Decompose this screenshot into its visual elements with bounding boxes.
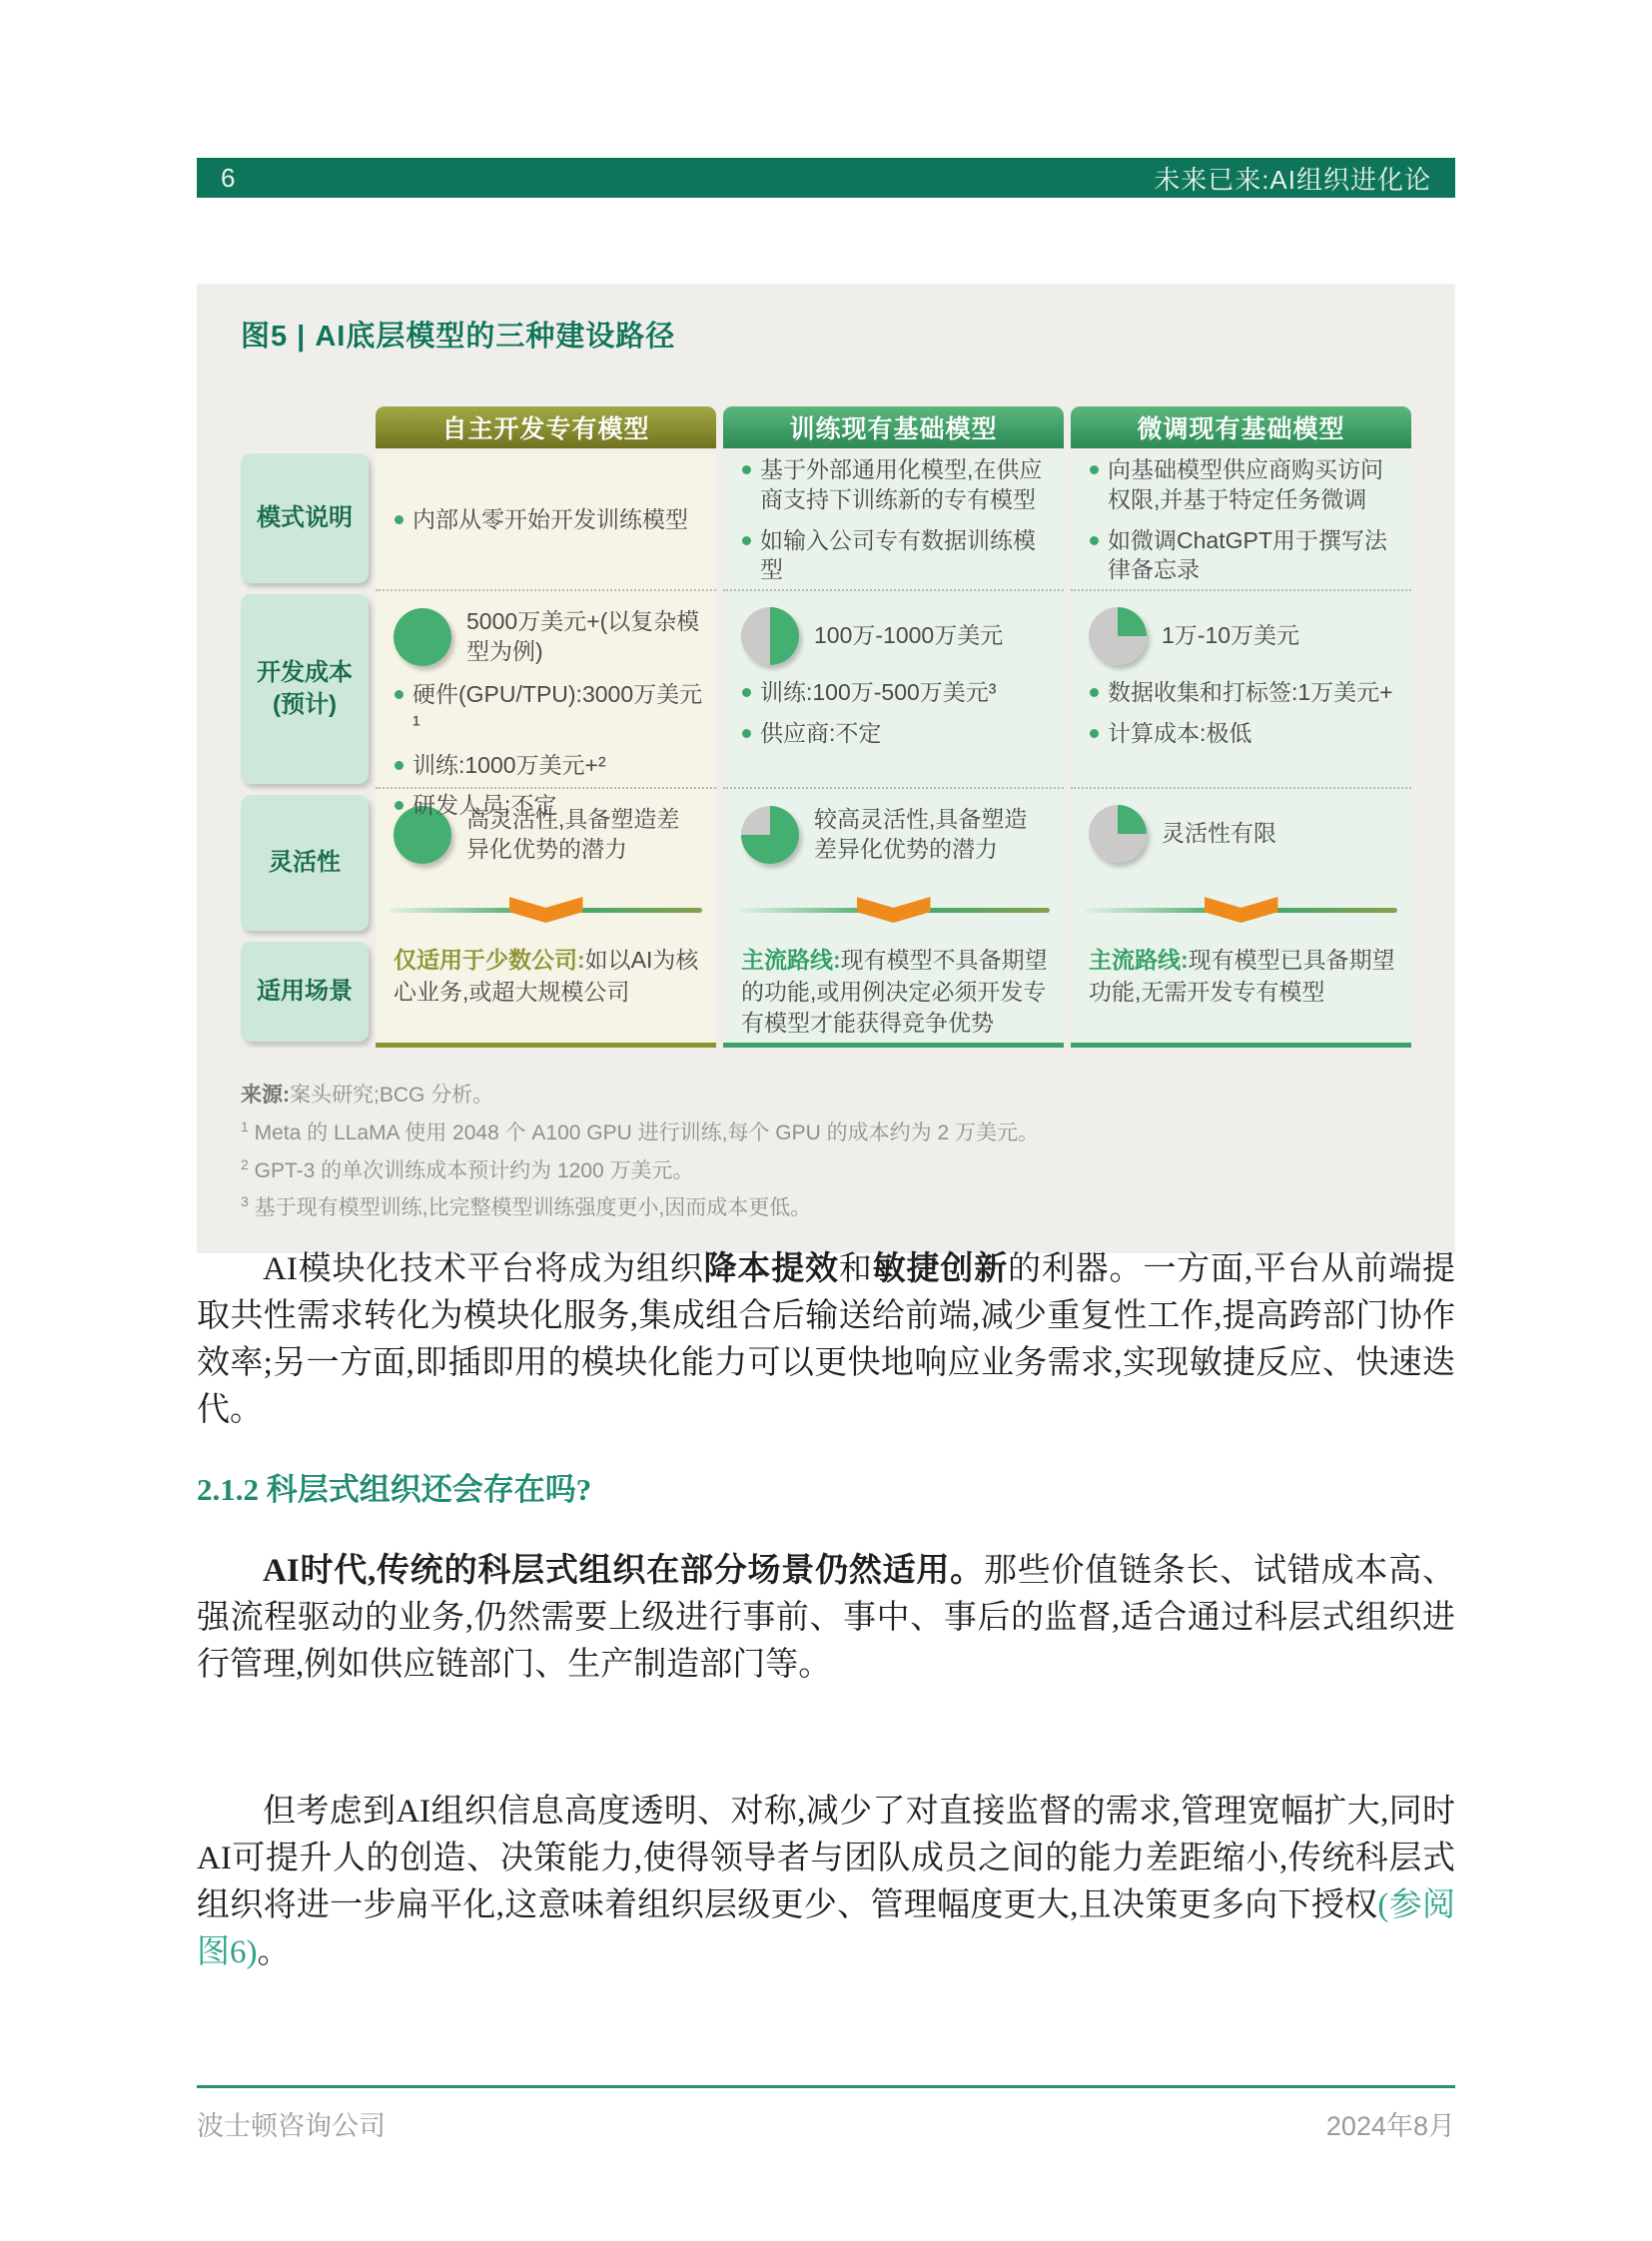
footnote-text: Meta 的 LLaMA 使用 2048 个 A100 GPU 进行训练,每个 GPU 的成本约为 2 万美元。 [248,1120,1039,1144]
flexibility-section [723,787,1064,933]
bullet-item: 训练:100万-500万美元³ [741,678,1052,708]
bullet-item: 向基础模型供应商购买访问权限,并基于特定任务微调 [1089,455,1399,515]
page-footer [197,2085,1455,2143]
chevron-down-icon [1205,897,1278,923]
figure-source-note [241,1078,1411,1115]
cost-pie-chart [1089,607,1147,665]
figure6-reference-link[interactable]: (参阅图6) [197,1887,1456,1970]
scenario-lead: 仅适用于少数公司: [394,947,585,973]
bullet-item: 如输入公司专有数据训练模型 [741,526,1052,586]
comparison-table [241,406,1411,1048]
footnote-marker: 1 [241,1118,249,1134]
cost-section [723,589,1064,787]
row-label-scenario [241,942,369,1042]
bullet-item: 基于外部通用化模型,在供应商支持下训练新的专有模型 [741,455,1052,515]
paragraph-text: 但考虑到AI组织信息高度透明、对称,减少了对直接监督的需求,管理宽幅扩大,同时AI可提升人的创造、决策能力,使得领导者与团队成员之间的能力差距缩小,传统科层式组织将进一步扁平化,这意味着组织层级更少、管理幅度更大,且决策更多向下授权 [197,1794,1455,1923]
body-text [197,1246,1455,1976]
mode-section [376,453,716,589]
cost-headline: 5000万美元+(以复杂模型为例) [466,608,700,664]
bold-phrase: 降本提效 [703,1251,839,1287]
bullet-item: 计算成本:极低 [1089,719,1399,749]
source-label: 来源: [241,1084,290,1107]
footnote-marker: 3 [241,1193,249,1210]
flexibility-text: 灵活性有限 [1162,820,1276,847]
figure-notes [241,1078,1411,1227]
paragraph-text: 的利器。一方面,平台从前端提取共性需求转化为模块化服务,集成组合后输送给前端,减少重复性工作,提高跨部门协作效率;另一方面,即插即用的模块化能力可以更快地响应业务需求,实现敏捷反应、快速迭代。 [197,1251,1456,1428]
bullet-item: 如微调ChatGPT用于撰写法律备忘录 [1089,526,1399,586]
flexibility-pie-chart [1089,805,1147,863]
cost-pie-chart [394,608,451,666]
column-body [1071,453,1411,1048]
cost-headline: 1万-10万美元 [1162,622,1300,649]
scenario-text: 现有模型已具备期望功能,无需开发专有模型 [1089,947,1395,1005]
footnote-text: 基于现有模型训练,比完整模型训练强度更小,因而成本更低。 [248,1196,812,1220]
page-header-bar [197,158,1455,198]
row-label-cost [241,594,369,784]
footnote-marker: 2 [241,1155,249,1172]
paragraph-1 [197,1246,1455,1434]
scenario-lead: 主流路线: [1089,947,1189,973]
document-title: 未来已来:AI组织进化论 [1154,164,1431,195]
scenario-section [376,933,716,1043]
footnote-3 [241,1189,1411,1227]
section-divider [390,897,702,923]
footnote-1 [241,1115,1411,1152]
bullet-item: 数据收集和打标签:1万美元+ [1089,678,1399,708]
paragraph-2 [197,1548,1455,1689]
section-heading-2-1-2: 2.1.2 科层式组织还会存在吗? [197,1472,592,1507]
source-text: 案头研究;BCG 分析。 [290,1084,494,1107]
bullet-item: 内部从零开始开发训练模型 [394,505,688,535]
cost-section [376,589,716,819]
publication-date: 2024年8月 [1325,2111,1455,2141]
flexibility-section [1071,787,1411,933]
mode-section [1071,453,1411,589]
figure-panel [197,284,1455,1253]
flexibility-pie-chart [741,806,799,864]
paragraph-3 [197,1789,1455,1976]
column-self-develop [376,406,716,1048]
footnote-2 [241,1152,1411,1190]
section-divider [1085,897,1397,923]
row-label-mode-text: 模式说明 [257,503,353,531]
bullet-item: 训练:1000万美元+² [394,751,704,781]
scenario-lead: 主流路线: [741,947,841,973]
column-body [723,453,1064,1048]
scenario-section [1071,933,1411,1043]
paragraph-text: 。 [257,1934,291,1970]
figure-title: 图5 | AI底层模型的三种建设路径 [241,321,676,353]
bullet-item: 供应商:不定 [741,719,1052,749]
flexibility-text: 较高灵活性,具备塑造差异化优势的潜力 [814,806,1028,862]
row-label-flexibility [241,795,369,931]
page-number: 6 [221,162,236,193]
bullet-item: 硬件(GPU/TPU):3000万美元¹ [394,680,704,740]
column-header: 自主开发专有模型 [376,406,716,448]
column-header: 训练现有基础模型 [723,406,1064,448]
column-train-existing [723,406,1064,1048]
row-label-scenario-text: 适用场景 [257,977,353,1005]
section-divider [737,897,1050,923]
row-label-column [241,453,369,1048]
scenario-text: 如以AI为核心业务,或超大规模公司 [394,947,699,1005]
flexibility-text: 高灵活性,具备塑造差异化优势的潜力 [466,806,680,862]
paragraph-text: 和 [838,1251,873,1287]
mode-section [723,453,1064,589]
row-label-cost-line2: (预计) [273,691,337,718]
paragraph-text: AI模块化技术平台将成为组织 [263,1251,704,1287]
bold-phrase: AI时代,传统的科层式组织在部分场景仍然适用。 [263,1553,984,1589]
bullet-item: 研发人员:不定 [394,791,704,821]
column-finetune-existing [1071,406,1411,1048]
bold-phrase: 敏捷创新 [872,1251,1009,1287]
row-label-flexibility-text: 灵活性 [269,848,341,876]
footnote-text: GPT-3 的单次训练成本预计约为 1200 万美元。 [248,1158,694,1182]
column-header: 微调现有基础模型 [1071,406,1411,448]
cost-pie-chart [741,607,799,665]
company-name: 波士顿咨询公司 [197,2111,386,2141]
cost-headline: 100万-1000万美元 [814,622,1004,649]
paragraph-text: 那些价值链条长、试错成本高、强流程驱动的业务,仍然需要上级进行事前、事中、事后的监督,适合通过科层式组织进行管理,例如供应链部门、生产制造部门等。 [197,1553,1455,1683]
scenario-section [723,933,1064,1048]
column-body [376,453,716,1048]
chevron-down-icon [857,897,931,923]
cost-section [1071,589,1411,787]
scenario-text: 现有模型不具备期望的功能,或用例决定必须开发专有模型才能获得竞争优势 [741,947,1048,1037]
row-label-cost-line1: 开发成本 [257,658,353,686]
chevron-down-icon [509,897,583,923]
row-label-mode [241,453,369,583]
